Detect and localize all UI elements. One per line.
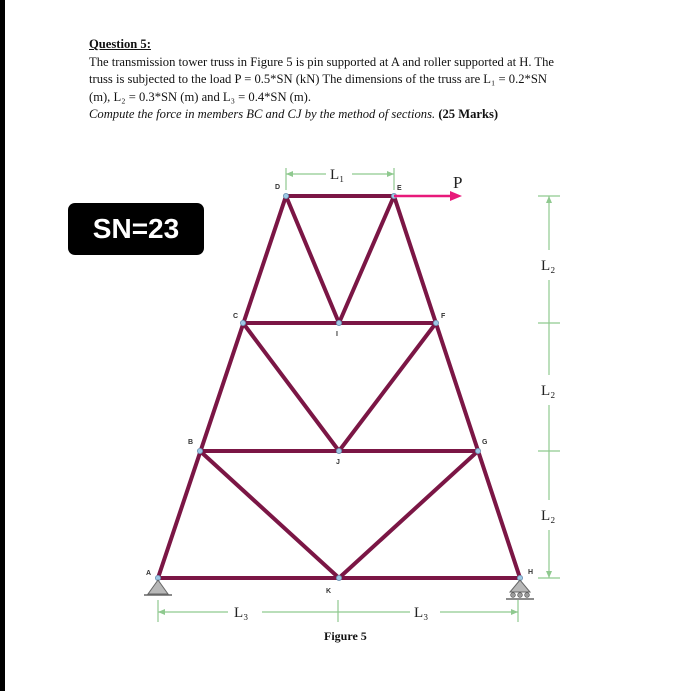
joint-f xyxy=(433,320,438,325)
arrow-l2a-top xyxy=(546,196,552,203)
question-line-2: truss is subjected to the load P = 0.5*SN (kN) The dimensions of the truss are L₁ = 0.2*SN xyxy=(89,72,547,86)
member-fj xyxy=(339,323,436,451)
joint-g xyxy=(475,448,480,453)
roller-support-h xyxy=(506,580,534,599)
dimension-arrows xyxy=(158,171,552,615)
dim-label-l2-bottom: L₂ xyxy=(541,508,556,524)
node-label-h: H xyxy=(528,569,534,576)
arrow-l1-right xyxy=(387,171,394,177)
member-gk xyxy=(339,451,478,578)
roller-wheel-3 xyxy=(525,593,530,598)
arrow-l3b-right xyxy=(511,609,518,615)
roller-support-icon xyxy=(510,580,530,592)
member-cj xyxy=(243,323,339,451)
joint-k xyxy=(336,575,341,580)
task-text: Compute the force in members BC and CJ by the method of sections. xyxy=(89,107,436,121)
dim-label-l2-middle: L₂ xyxy=(541,383,556,399)
sn-badge: SN=23 xyxy=(68,203,204,255)
node-label-c: C xyxy=(233,313,239,320)
node-label-e: E xyxy=(397,185,402,192)
member-di xyxy=(286,196,339,323)
load-label: P xyxy=(453,173,463,192)
node-label-a: A xyxy=(146,570,152,577)
joint-d xyxy=(283,193,288,198)
member-right-leg xyxy=(394,196,520,578)
node-label-j: J xyxy=(336,459,340,466)
roller-wheel-1 xyxy=(511,593,516,598)
marks-text: (25 Marks) xyxy=(438,107,499,121)
pin-support-a xyxy=(144,580,172,595)
truss-members xyxy=(158,196,520,578)
node-label-k: K xyxy=(326,588,332,595)
arrow-l1-left xyxy=(286,171,293,177)
roller-wheel-2 xyxy=(518,593,523,598)
pin-support-icon xyxy=(148,580,168,594)
joint-c xyxy=(240,320,245,325)
question-line-1: The transmission tower truss in Figure 5 is pin supported at A and roller supported at H. The xyxy=(89,54,554,69)
dim-label-l2-top: L₂ xyxy=(541,258,556,274)
node-label-d: D xyxy=(275,184,281,191)
dim-label-l1: L₁ xyxy=(330,167,345,183)
node-label-g: G xyxy=(482,439,488,446)
node-label-b: B xyxy=(188,439,194,446)
load-arrow-head xyxy=(450,191,462,201)
question-line-3: (m), L₂ = 0.3*SN (m) and L₃ = 0.4*SN (m). xyxy=(89,89,312,104)
truss-joints xyxy=(155,193,522,580)
joint-i xyxy=(336,320,341,325)
member-ei xyxy=(339,196,394,323)
figure-caption: Figure 5 xyxy=(324,629,367,643)
load-arrow-p xyxy=(394,191,462,201)
question-title: Question 5: xyxy=(89,37,151,51)
dim-label-l3-left: L₃ xyxy=(234,605,249,621)
member-bk xyxy=(200,451,339,578)
joint-b xyxy=(197,448,202,453)
node-label-i: I xyxy=(336,331,338,338)
arrow-l2c-bottom xyxy=(546,571,552,578)
node-label-f: F xyxy=(441,313,446,320)
arrow-l3a-left xyxy=(158,609,165,615)
member-left-leg xyxy=(158,196,286,578)
joint-j xyxy=(336,448,341,453)
dim-label-l3-right: L₃ xyxy=(414,605,429,621)
